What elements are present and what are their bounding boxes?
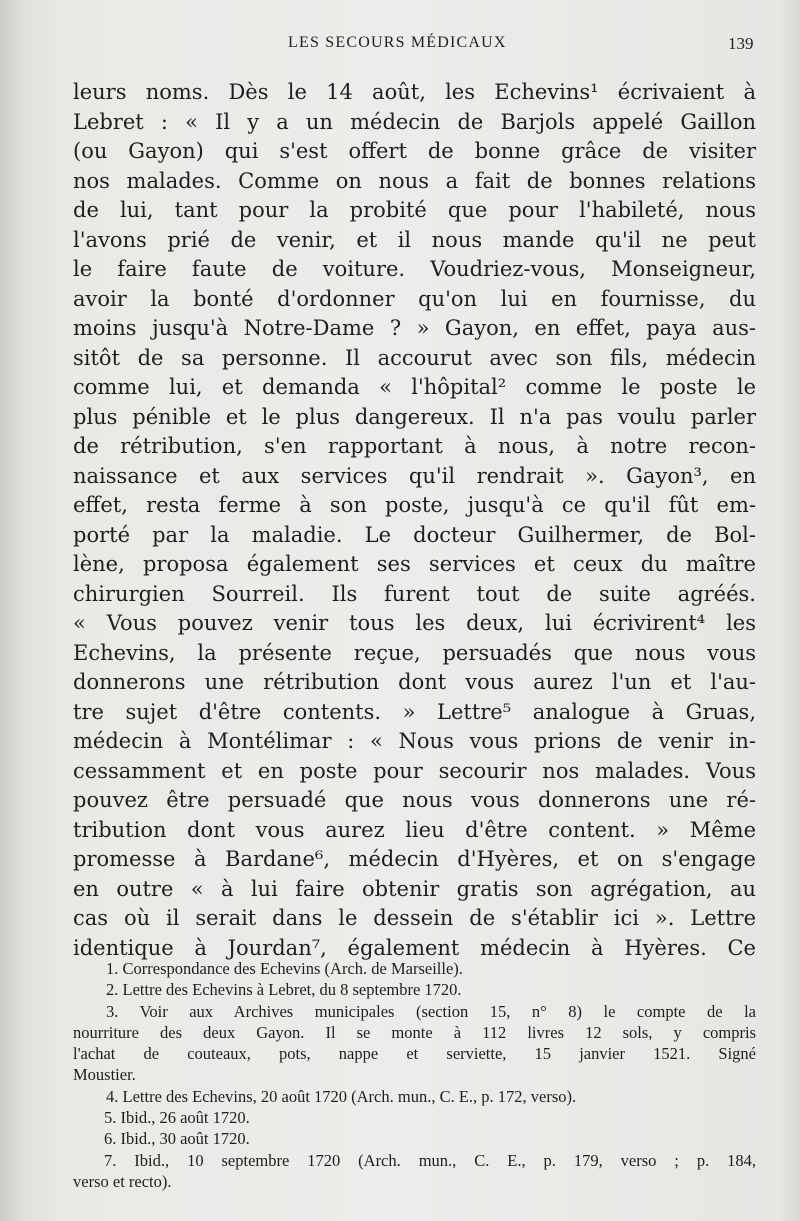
text-line: tre sujet d'être contents. » Lettre⁵ analogue à Gruas, xyxy=(73,699,756,724)
footnote-line: verso et recto). xyxy=(73,1171,172,1191)
text-line: le faire faute de voiture. Voudriez-vous, Monseigneur, xyxy=(73,257,756,281)
text-line: cessamment et en poste pour secourir nos malades. Vous xyxy=(73,758,756,783)
text-line: avoir la bonté d'ordonner qu'on lui en fournisse, du xyxy=(73,286,756,311)
text-line: comme lui, et demanda « l'hôpital² comme le poste le xyxy=(73,375,756,399)
text-line: de lui, tant pour la probité que pour l'habileté, nous xyxy=(73,198,756,222)
text-line: de rétribution, s'en rapportant à nous, à notre recon- xyxy=(73,434,756,458)
running-title: LES SECOURS MÉDICAUX xyxy=(288,34,507,51)
text-line: sitôt de sa personne. Il accourut avec son fils, médecin xyxy=(73,345,756,370)
text-line: Lebret : « Il y a un médecin de Barjols appelé Gaillon xyxy=(73,109,756,134)
footnote-line: 2. Lettre des Echevins à Lebret, du 8 septembre 1720. xyxy=(106,980,462,1000)
footnote-line: 3. Voir aux Archives municipales (section 15, n° 8) le compte de la xyxy=(106,1001,756,1021)
footnote-line: l'achat de couteaux, pots, nappe et serviette, 15 janvier 1521. Signé xyxy=(73,1044,756,1064)
text-line: « Vous pouvez venir tous les deux, lui écrivirent⁴ les xyxy=(73,611,756,635)
text-line: nos malades. Comme on nous a fait de bonnes relations xyxy=(73,168,756,193)
text-line: chirurgien Sourreil. Ils furent tout de suite agréés. xyxy=(73,581,756,606)
text-line: médecin à Montélimar : « Nous vous prions de venir in- xyxy=(73,729,756,753)
text-line: plus pénible et le plus dangereux. Il n'a pas voulu parler xyxy=(73,404,756,429)
text-line: en outre « à lui faire obtenir gratis son agrégation, au xyxy=(73,876,756,901)
text-line: effet, resta ferme à son poste, jusqu'à ce qu'il fût em- xyxy=(73,493,756,517)
text-line: moins jusqu'à Notre-Dame ? » Gayon, en effet, paya aus- xyxy=(73,316,756,340)
footnote-line: 1. Correspondance des Echevins (Arch. de Marseille). xyxy=(106,959,463,978)
footnote-line: 6. Ibid., 30 août 1720. xyxy=(104,1129,250,1149)
footnote-line: 7. Ibid., 10 septembre 1720 (Arch. mun., C. E., p. 179, verso ; p. 184, xyxy=(104,1150,756,1170)
footnote-line: 4. Lettre des Echevins, 20 août 1720 (Arch. mun., C. E., p. 172, verso). xyxy=(106,1086,577,1106)
page-number: 139 xyxy=(728,34,754,53)
text-line: identique à Jourdan⁷, également médecin à Hyères. Ce xyxy=(73,935,756,960)
text-line: porté par la maladie. Le docteur Guilhermer, de Bol- xyxy=(73,522,756,547)
text-line: pouvez être persuadé que nous vous donnerons une ré- xyxy=(73,788,756,812)
text-line: Echevins, la présente reçue, persuadés que nous vous xyxy=(73,640,756,665)
text-line: tribution dont vous aurez lieu d'être content. » Même xyxy=(73,817,756,842)
footnote-line: nourriture des deux Gayon. Il se monte à 112 livres 12 sols, y compris xyxy=(73,1022,756,1042)
footnote-line: 5. Ibid., 26 août 1720. xyxy=(104,1108,250,1128)
footnotes xyxy=(73,958,756,1192)
page-header xyxy=(0,34,800,58)
text-line: (ou Gayon) qui s'est offert de bonne grâce de visiter xyxy=(73,139,756,163)
main-text xyxy=(73,78,756,963)
text-line: promesse à Bardane⁶, médecin d'Hyères, et on s'engage xyxy=(73,847,756,871)
text-line: leurs noms. Dès le 14 août, les Echevins¹ écrivaient à xyxy=(73,80,756,104)
text-line: donnerons une rétribution dont vous aurez l'un et l'au- xyxy=(73,670,756,694)
text-line: cas où il serait dans le dessein de s'établir ici ». Lettre xyxy=(73,906,756,930)
text-line: naissance et aux services qu'il rendrait ». Gayon³, en xyxy=(73,463,756,488)
text-line: lène, proposa également ses services et ceux du maître xyxy=(73,552,756,576)
text-line: l'avons prié de venir, et il nous mande qu'il ne peut xyxy=(73,227,756,252)
footnote-line: Moustier. xyxy=(73,1065,136,1085)
